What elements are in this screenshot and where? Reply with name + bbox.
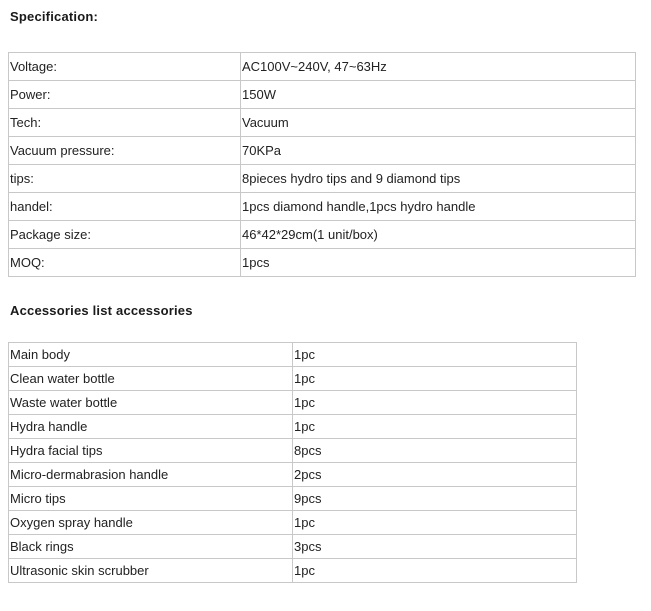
table-row	[9, 137, 636, 165]
accessory-item: Waste water bottle	[9, 391, 293, 415]
spec-value-package-size: 46*42*29cm(1 unit/box)	[241, 221, 636, 249]
table-row	[9, 193, 636, 221]
accessory-qty: 1pc	[293, 511, 577, 535]
spec-value-tips: 8pieces hydro tips and 9 diamond tips	[241, 165, 636, 193]
specification-heading: Specification:	[10, 9, 99, 24]
table-row	[9, 535, 577, 559]
spec-value-tech: Vacuum	[241, 109, 636, 137]
table-row	[9, 511, 577, 535]
accessory-qty: 1pc	[293, 391, 577, 415]
accessory-qty: 1pc	[293, 367, 577, 391]
accessory-item: Clean water bottle	[9, 367, 293, 391]
table-row	[9, 165, 636, 193]
accessory-item: Main body	[9, 343, 293, 367]
spec-label-tips: tips:	[9, 165, 241, 193]
accessory-item: Black rings	[9, 535, 293, 559]
accessory-qty: 1pc	[293, 559, 577, 583]
accessories-table	[8, 342, 577, 583]
spec-label-power: Power:	[9, 81, 241, 109]
accessories-heading: Accessories list accessories	[10, 303, 193, 318]
table-row	[9, 367, 577, 391]
table-row	[9, 343, 577, 367]
table-row	[9, 249, 636, 277]
accessory-qty: 3pcs	[293, 535, 577, 559]
accessory-qty: 1pc	[293, 343, 577, 367]
spec-value-voltage: AC100V~240V, 47~63Hz	[241, 53, 636, 81]
table-row	[9, 221, 636, 249]
spec-label-voltage: Voltage:	[9, 53, 241, 81]
spec-value-moq: 1pcs	[241, 249, 636, 277]
table-row	[9, 81, 636, 109]
spec-label-vacuum-pressure: Vacuum pressure:	[9, 137, 241, 165]
table-row	[9, 53, 636, 81]
specification-table	[8, 52, 636, 277]
table-row	[9, 463, 577, 487]
spec-value-handel: 1pcs diamond handle,1pcs hydro handle	[241, 193, 636, 221]
accessory-qty: 2pcs	[293, 463, 577, 487]
table-row	[9, 415, 577, 439]
spec-label-moq: MOQ:	[9, 249, 241, 277]
accessory-qty: 1pc	[293, 415, 577, 439]
table-row	[9, 487, 577, 511]
table-row	[9, 559, 577, 583]
spec-label-handel: handel:	[9, 193, 241, 221]
accessory-item: Oxygen spray handle	[9, 511, 293, 535]
spec-value-power: 150W	[241, 81, 636, 109]
accessory-qty: 8pcs	[293, 439, 577, 463]
spec-value-vacuum-pressure: 70KPa	[241, 137, 636, 165]
table-row	[9, 109, 636, 137]
accessory-item: Micro tips	[9, 487, 293, 511]
spec-label-tech: Tech:	[9, 109, 241, 137]
table-row	[9, 391, 577, 415]
accessory-item: Micro-dermabrasion handle	[9, 463, 293, 487]
table-row	[9, 439, 577, 463]
accessory-item: Hydra facial tips	[9, 439, 293, 463]
accessory-item: Ultrasonic skin scrubber	[9, 559, 293, 583]
accessory-qty: 9pcs	[293, 487, 577, 511]
accessory-item: Hydra handle	[9, 415, 293, 439]
spec-label-package-size: Package size:	[9, 221, 241, 249]
